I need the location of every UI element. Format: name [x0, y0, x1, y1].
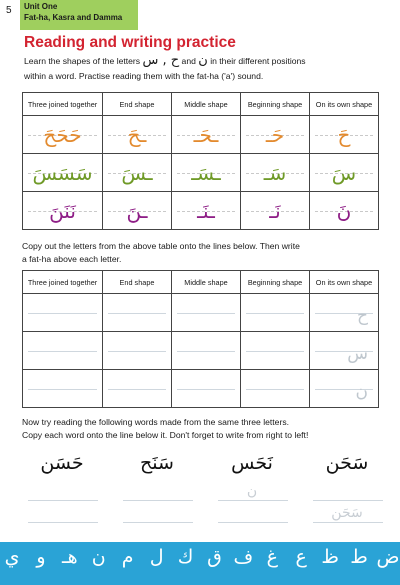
noon-beginning-text: نَـ: [269, 198, 281, 223]
page-number: 5: [6, 5, 12, 16]
alphabet-letter: هـ: [62, 546, 78, 568]
intro-text-start: Learn the shapes of the letters: [24, 56, 141, 66]
practice-col-middle-shape: Middle shape: [172, 271, 241, 294]
intro-and: and: [181, 56, 196, 66]
ha-own-text: حَ: [337, 122, 351, 147]
copy-instruction-line-2: a fat-ha above each letter.: [22, 254, 122, 264]
ha-joined-text: حَحَحَ: [43, 122, 82, 147]
cell-seen-end: [103, 154, 172, 192]
practice-cell[interactable]: [23, 294, 103, 332]
cell-noon-own: [310, 192, 379, 230]
words-instruction-line-2: Copy each word onto the line below it. Don't forget to write from right to left!: [22, 430, 309, 440]
noon-middle-text: ـنَـ: [197, 198, 215, 223]
practice-col-beginning-shape: Beginning shape: [241, 271, 310, 294]
table-row-noon: [23, 192, 379, 230]
copy-instruction-line-1: Copy out the letters from the above table onto the lines below. Then write: [22, 241, 300, 251]
ha-beginning-text: حَـ: [265, 122, 285, 147]
word-hasan: حَسَن: [40, 452, 84, 474]
alphabet-letter: ق: [207, 546, 222, 568]
cell-noon-beginning: [241, 192, 310, 230]
cell-seen-middle: [172, 154, 241, 192]
cell-ha-joined: [23, 116, 103, 154]
alphabet-letter: غ: [266, 546, 278, 568]
word-sanaha: سَنَح: [140, 452, 174, 474]
alphabet-bar: [0, 542, 400, 585]
unit-header-box: [20, 0, 138, 30]
practice-cell[interactable]: [172, 332, 241, 370]
word-writing-line[interactable]: [123, 500, 193, 501]
intro-text-end: in their different positions: [210, 56, 306, 66]
practice-cell[interactable]: [103, 370, 172, 408]
cell-seen-beginning: [241, 154, 310, 192]
word-writing-line[interactable]: [28, 500, 98, 501]
practice-cell[interactable]: [172, 294, 241, 332]
cell-ha-middle: [172, 116, 241, 154]
table-row-seen: [23, 154, 379, 192]
practice-cell[interactable]: [241, 294, 310, 332]
practice-cell[interactable]: [310, 370, 379, 408]
practice-cell[interactable]: [103, 332, 172, 370]
words-instruction-line-1: Now try reading the following words made from the same three letters.: [22, 417, 290, 427]
noon-end-text: ـنَ: [126, 198, 148, 223]
word-writing-line[interactable]: [28, 522, 98, 523]
letter-shapes-table: [22, 92, 379, 230]
cell-ha-end: [103, 116, 172, 154]
ha-middle-text: ـحَـ: [193, 122, 219, 147]
alphabet-letter: ض: [376, 546, 400, 568]
col-own-shape: On its own shape: [310, 93, 379, 116]
practice-cell[interactable]: [310, 294, 379, 332]
practice-cell[interactable]: [23, 332, 103, 370]
cell-noon-joined: [23, 192, 103, 230]
alphabet-letter: ي: [4, 546, 20, 568]
practice-col-three-joined: Three joined together: [23, 271, 103, 294]
col-middle-shape: Middle shape: [172, 93, 241, 116]
cell-seen-own: [310, 154, 379, 192]
alphabet-letter: م: [121, 546, 134, 568]
unit-title: Unit One: [24, 2, 58, 11]
practice-header-row: [23, 271, 379, 294]
cell-noon-middle: [172, 192, 241, 230]
ghost-letter-noon: ن: [355, 382, 368, 402]
alphabet-letter: و: [36, 546, 46, 568]
cell-noon-end: [103, 192, 172, 230]
practice-cell[interactable]: [23, 370, 103, 408]
alphabet-letter: ع: [295, 546, 307, 568]
practice-cell[interactable]: [310, 332, 379, 370]
page-title: Reading and writing practice: [24, 34, 236, 51]
word-writing-line[interactable]: [218, 522, 288, 523]
table-header-row: [23, 93, 379, 116]
seen-own-text: سَ: [331, 160, 357, 185]
practice-row-2: [23, 332, 379, 370]
cell-ha-beginning: [241, 116, 310, 154]
alphabet-letter: ظ: [321, 546, 339, 568]
unit-subtitle: Fat-ha, Kasra and Damma: [24, 13, 123, 22]
col-three-joined: Three joined together: [23, 93, 103, 116]
practice-cell[interactable]: [172, 370, 241, 408]
intro-letters: ح , س: [142, 53, 180, 68]
alphabet-letter: ك: [177, 546, 194, 568]
ghost-word-sahana: سَحَن: [331, 505, 363, 521]
alphabet-letter: ط: [350, 546, 368, 568]
practice-row-1: [23, 294, 379, 332]
noon-joined-text: نَنَنَ: [49, 198, 76, 223]
intro-line-2: within a word. Practise reading them with the fat-ha ('a') sound.: [24, 71, 264, 81]
ghost-letter-seen: س: [347, 344, 368, 364]
practice-row-3: [23, 370, 379, 408]
word-nahasa: نَحَس: [231, 452, 273, 474]
alphabet-letter: ن: [91, 546, 106, 568]
practice-col-end-shape: End shape: [103, 271, 172, 294]
word-sahana: سَحَن: [325, 452, 369, 474]
intro-letter-noon: ن: [198, 53, 208, 68]
table-row-ha: [23, 116, 379, 154]
ghost-word-noon: ن: [246, 483, 258, 499]
practice-col-own-shape: On its own shape: [310, 271, 379, 294]
practice-cell[interactable]: [241, 370, 310, 408]
cell-seen-joined: [23, 154, 103, 192]
copy-practice-table: [22, 270, 379, 408]
alphabet-letter: ل: [149, 546, 164, 568]
cell-ha-own: [310, 116, 379, 154]
word-writing-line[interactable]: [218, 500, 288, 501]
intro-line-1: [24, 54, 306, 68]
seen-beginning-text: سَـ: [263, 160, 287, 185]
col-end-shape: End shape: [103, 93, 172, 116]
seen-end-text: ـسَ: [121, 160, 153, 185]
alphabet-letter: ف: [233, 546, 254, 568]
word-writing-line[interactable]: [313, 500, 383, 501]
ha-end-text: ـحَ: [127, 122, 147, 147]
ghost-letter-ha: ح: [357, 306, 368, 326]
seen-middle-text: ـسَـ: [191, 160, 221, 185]
col-beginning-shape: Beginning shape: [241, 93, 310, 116]
practice-cell[interactable]: [103, 294, 172, 332]
noon-own-text: نَ: [336, 198, 352, 223]
word-writing-line[interactable]: [313, 522, 383, 523]
word-writing-line[interactable]: [123, 522, 193, 523]
practice-cell[interactable]: [241, 332, 310, 370]
seen-joined-text: سَسَسَ: [32, 160, 93, 185]
